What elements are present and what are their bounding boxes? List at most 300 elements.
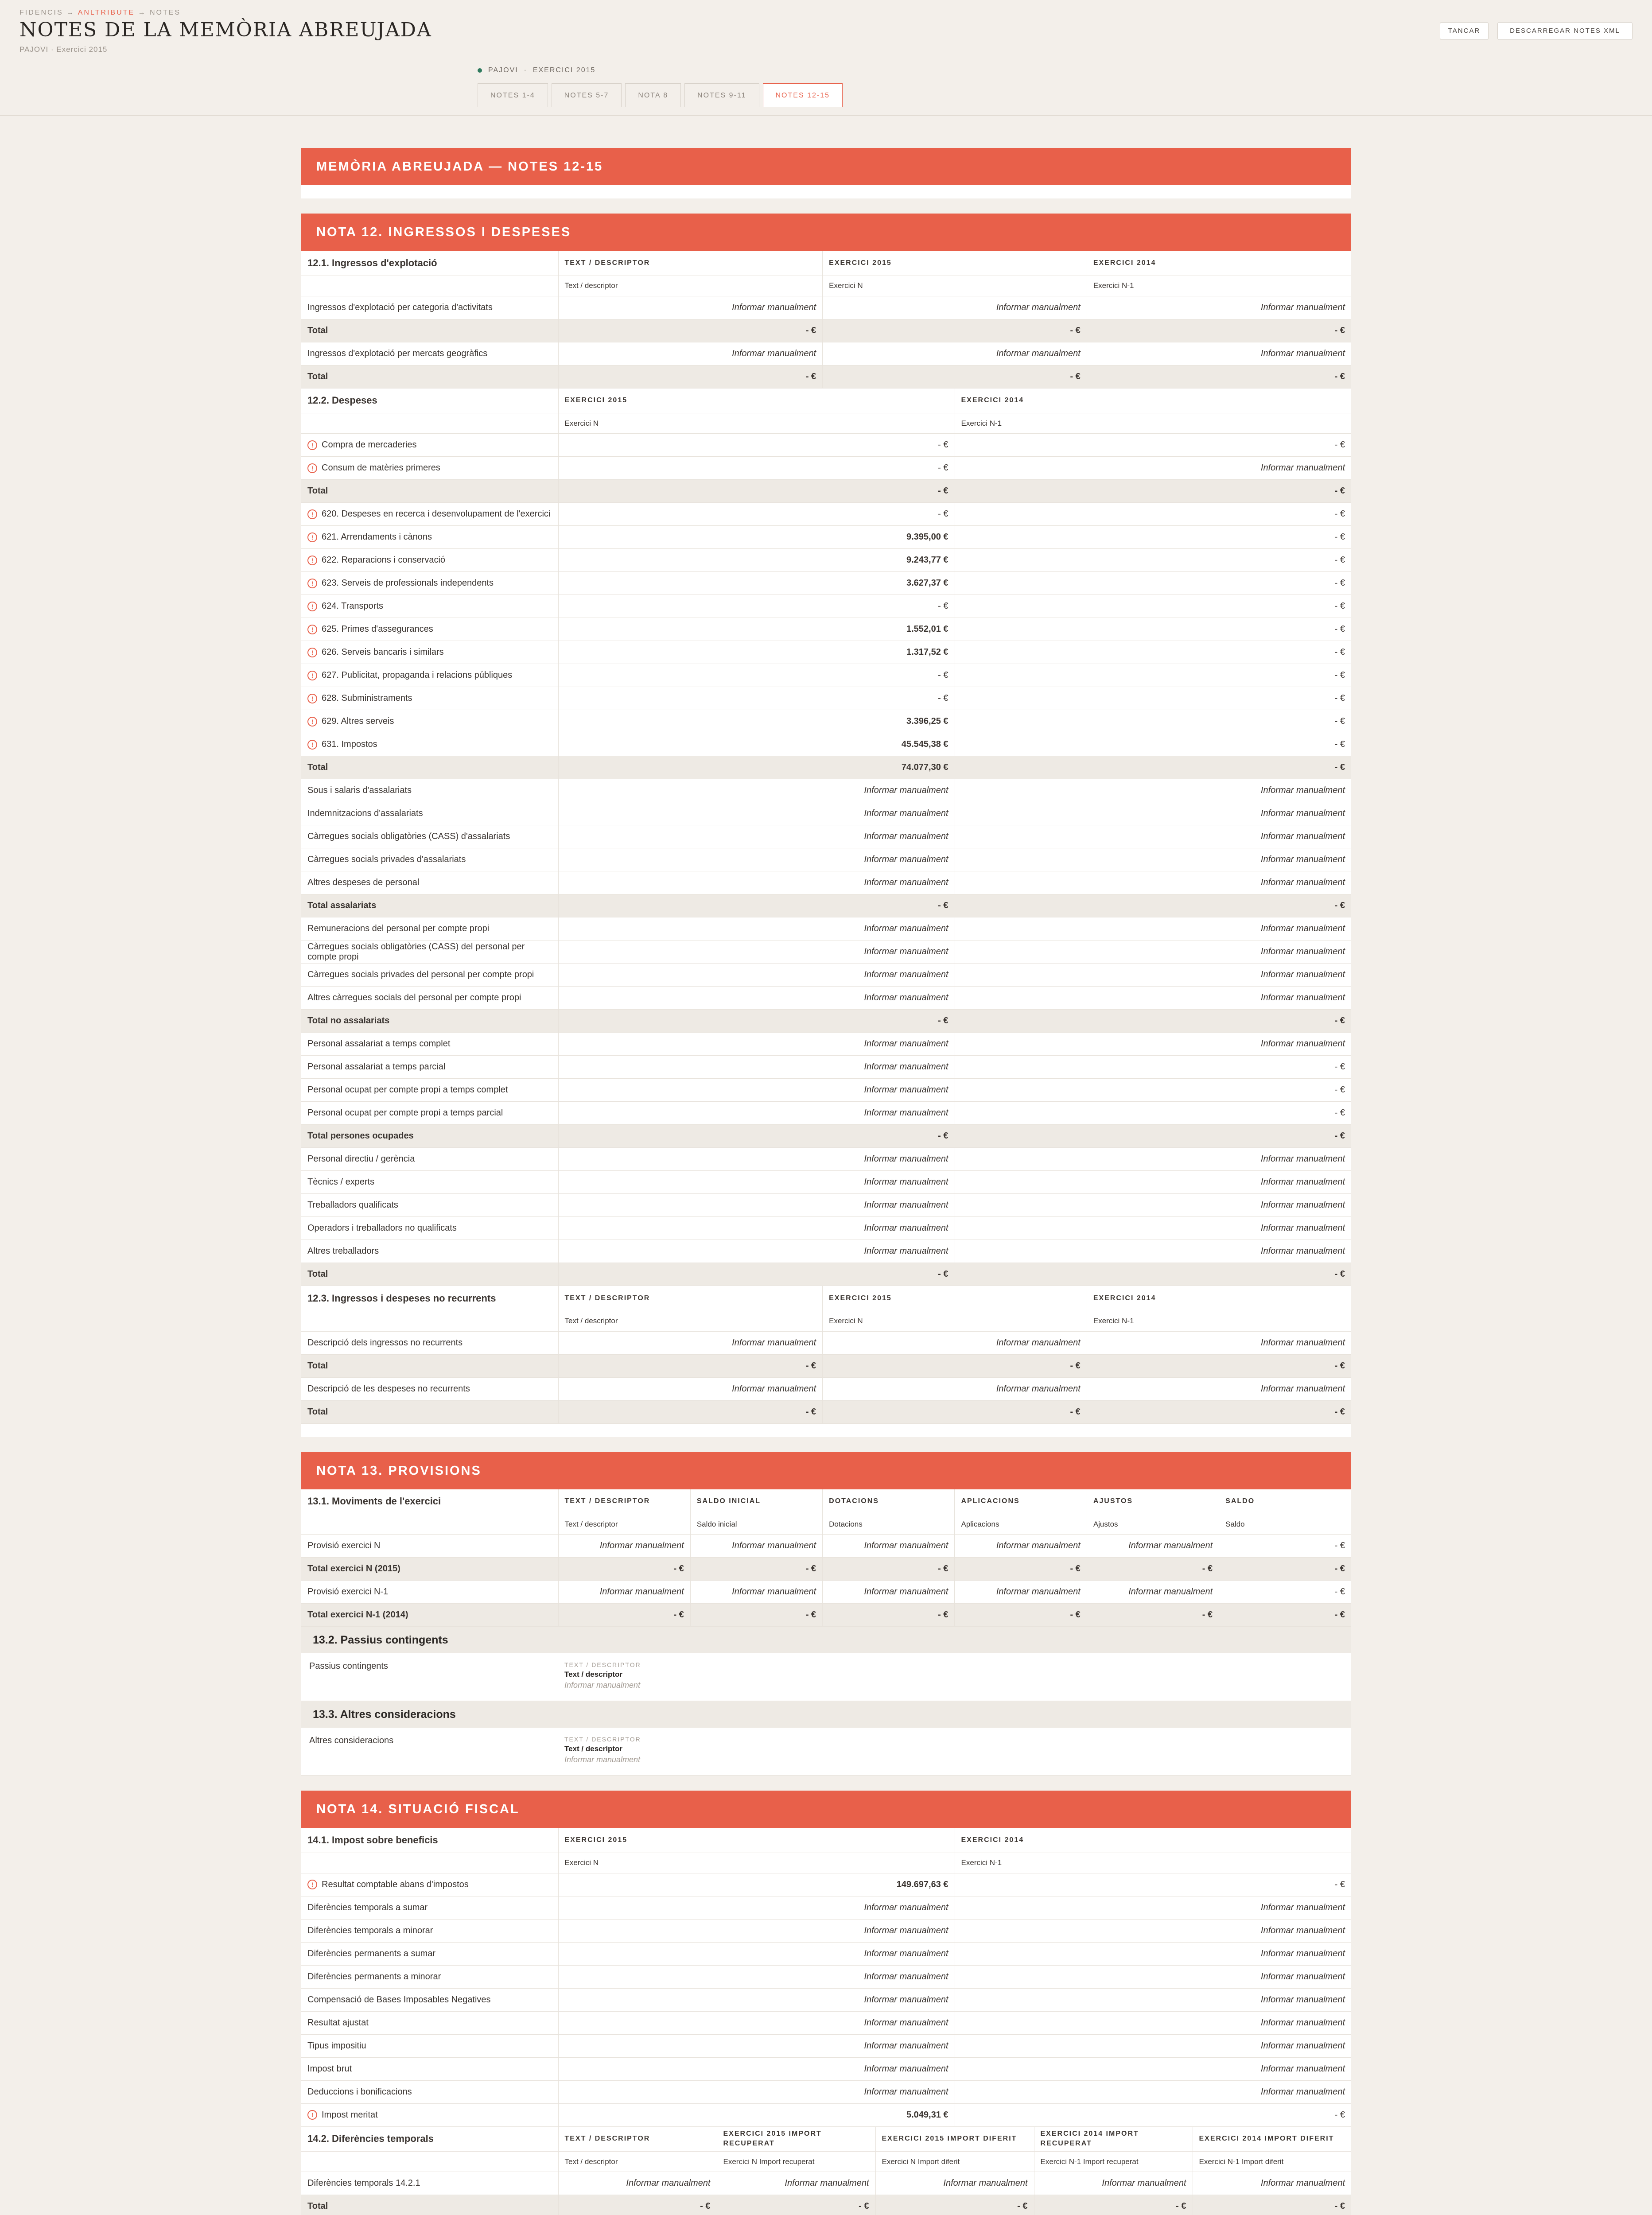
input-cell[interactable]: Informar manualment [955, 2080, 1351, 2103]
amount-cell: - € [690, 1604, 822, 1627]
table-row [301, 2057, 1351, 2080]
table-row [301, 503, 1351, 526]
amount-cell: - € [823, 1354, 1087, 1377]
amount-cell: - € [1219, 1604, 1351, 1627]
input-cell[interactable]: Informar manualment [955, 848, 1351, 871]
context-company: PAJOVI [488, 66, 518, 74]
table-row [301, 1148, 1351, 1171]
tab-notes-5-7[interactable]: NOTES 5-7 [552, 83, 622, 107]
input-cell[interactable]: Informar manualment [955, 2034, 1351, 2057]
input-cell[interactable]: Informar manualment [1087, 342, 1351, 365]
row-label-text: Indemnitzacions d'assalariats [307, 808, 423, 818]
amount-cell: 1.317,52 € [558, 641, 955, 664]
total-row [301, 319, 1351, 342]
subheader-cell: Exercici N [558, 1853, 955, 1873]
row-label [301, 595, 558, 618]
empty-cell [301, 413, 558, 434]
fiscal-table [301, 2127, 1351, 2215]
input-cell[interactable]: Informar manualment [955, 871, 1351, 894]
nota-13-card [301, 1489, 1351, 1776]
tab-notes-1-4[interactable]: NOTES 1-4 [478, 83, 548, 107]
input-cell[interactable]: Informar manualment [558, 1377, 823, 1400]
column-header: EXERCICI 2015 [558, 1828, 955, 1853]
table-row [301, 549, 1351, 572]
input-cell[interactable]: Informar manualment [558, 1079, 955, 1102]
input-cell[interactable]: Informar manualment [558, 296, 823, 319]
status-dot-icon [478, 68, 482, 73]
input-cell[interactable]: Informar manualment [558, 964, 955, 987]
breadcrumb-item-1[interactable]: FIDENCIS [19, 9, 63, 16]
section-title: 14.1. Impost sobre beneficis [301, 1828, 558, 1853]
table-row [301, 342, 1351, 365]
row-label [301, 1102, 558, 1125]
table-row [301, 1965, 1351, 1988]
subheader-cell: Text / descriptor [558, 1514, 690, 1535]
text-input[interactable]: Informar manualment [564, 1681, 641, 1690]
input-cell[interactable]: Informar manualment [558, 2034, 955, 2057]
amount-cell: - € [558, 480, 955, 503]
section-spacer [301, 1437, 1351, 1452]
amount-cell: - € [955, 710, 1351, 733]
table-row [301, 1033, 1351, 1056]
breadcrumb-item-2[interactable]: ANLTRIBUTE [78, 9, 135, 16]
row-label-text: Deduccions i bonificacions [307, 2087, 412, 2097]
amount-cell: - € [955, 595, 1351, 618]
amount-cell: - € [558, 365, 823, 388]
table-row [301, 987, 1351, 1010]
row-label [301, 1263, 558, 1286]
row-label [301, 733, 558, 756]
field-caption: TEXT / DESCRIPTOR [564, 1661, 641, 1668]
input-cell[interactable]: Informar manualment [955, 802, 1351, 825]
column-header: EXERCICI 2015 [823, 1286, 1087, 1311]
amount-cell: - € [823, 1558, 955, 1581]
amount-cell: 149.697,63 € [558, 1873, 955, 1896]
amount-cell: - € [955, 618, 1351, 641]
row-label [301, 572, 558, 595]
column-header: EXERCICI 2015 [558, 389, 955, 413]
table-row [301, 296, 1351, 319]
input-cell[interactable]: Informar manualment [875, 2172, 1034, 2195]
input-cell[interactable]: Informar manualment [558, 802, 955, 825]
input-cell[interactable]: Informar manualment [1087, 1581, 1219, 1604]
amount-cell: - € [955, 1079, 1351, 1102]
tab-notes-9-11[interactable]: NOTES 9-11 [684, 83, 759, 107]
row-label [301, 1965, 558, 1988]
row-label [301, 1171, 558, 1194]
column-header: DOTACIONS [823, 1489, 955, 1514]
nota-12-header: NOTA 12. INGRESSOS I DESPESES [301, 214, 1351, 251]
amount-cell: - € [1034, 2195, 1193, 2215]
input-cell[interactable]: Informar manualment [1087, 1535, 1219, 1558]
input-cell[interactable]: Informar manualment [955, 1240, 1351, 1263]
input-cell[interactable]: Informar manualment [955, 1171, 1351, 1194]
notes-tabs [478, 83, 846, 107]
row-label-text: Personal ocupat per compte propi a temps complet [307, 1085, 508, 1095]
input-cell[interactable]: Informar manualment [823, 296, 1087, 319]
table-row [301, 434, 1351, 457]
input-cell[interactable]: Informar manualment [558, 1331, 823, 1354]
text-block [301, 1653, 1351, 1701]
row-label [301, 1217, 558, 1240]
row-label [301, 1125, 558, 1148]
row-label [301, 1942, 558, 1965]
subheader-cell: Ajustos [1087, 1514, 1219, 1535]
warning-icon: ! [307, 717, 317, 727]
row-label-text: Tècnics / experts [307, 1177, 375, 1187]
table-row [301, 1919, 1351, 1942]
input-cell[interactable]: Informar manualment [955, 1535, 1087, 1558]
row-label: Total [301, 2195, 558, 2215]
input-cell[interactable]: Informar manualment [558, 917, 955, 940]
input-cell[interactable]: Informar manualment [558, 1581, 690, 1604]
empty-cell [301, 1853, 558, 1873]
input-cell[interactable]: Informar manualment [955, 1033, 1351, 1056]
page-banner: MEMÒRIA ABREUJADA — NOTES 12-15 [301, 148, 1351, 185]
row-label-text: 622. Reparacions i conservació [322, 555, 446, 565]
column-header: EXERCICI 2014 [955, 1828, 1351, 1853]
table-row [301, 1896, 1351, 1919]
table-row [301, 1988, 1351, 2011]
context-indicator: PAJOVI · EXERCICI 2015 [478, 66, 595, 74]
input-cell[interactable]: Informar manualment [955, 1194, 1351, 1217]
table-row [301, 871, 1351, 894]
amount-cell: - € [875, 2195, 1034, 2215]
amount-cell: 45.545,38 € [558, 733, 955, 756]
warning-icon: ! [307, 625, 317, 634]
warning-icon: ! [307, 440, 317, 450]
input-cell[interactable]: Informar manualment [823, 1581, 955, 1604]
field-label: Text / descriptor [564, 1670, 622, 1679]
amount-cell: - € [955, 434, 1351, 457]
amount-cell: - € [955, 894, 1351, 917]
input-cell[interactable]: Informar manualment [823, 1377, 1087, 1400]
amount-cell: - € [558, 1354, 823, 1377]
row-label [301, 1240, 558, 1263]
amount-cell: - € [1087, 1558, 1219, 1581]
download-xml-button[interactable]: DESCARREGAR NOTES XML [1497, 22, 1633, 40]
table-12-3 [301, 1286, 1351, 1424]
row-label-text: Total assalariats [307, 901, 377, 910]
input-cell[interactable]: Informar manualment [823, 1331, 1087, 1354]
input-cell[interactable]: Informar manualment [558, 1102, 955, 1125]
input-cell[interactable]: Informar manualment [955, 457, 1351, 480]
amount-cell: - € [1087, 319, 1351, 342]
table-row [301, 940, 1351, 964]
amount-cell: - € [558, 1400, 823, 1423]
input-cell[interactable]: Informar manualment [558, 1148, 955, 1171]
row-label [301, 1079, 558, 1102]
nota-14-card [301, 1828, 1351, 2215]
table-row [301, 2080, 1351, 2103]
input-cell[interactable]: Informar manualment [558, 1896, 955, 1919]
text-input[interactable]: Informar manualment [564, 1755, 641, 1764]
amount-cell: - € [955, 1125, 1351, 1148]
total-row [301, 1558, 1351, 1581]
total-row [301, 1354, 1351, 1377]
row-label [301, 2034, 558, 2057]
input-cell[interactable]: Informar manualment [955, 1942, 1351, 1965]
input-cell[interactable]: Informar manualment [955, 964, 1351, 987]
row-label: Total [301, 365, 558, 388]
input-cell[interactable]: Informar manualment [558, 342, 823, 365]
row-label-text: 624. Transports [322, 601, 383, 611]
subheader-cell: Exercici N-1 [955, 1853, 1351, 1873]
input-cell[interactable]: Informar manualment [558, 987, 955, 1010]
total-row [301, 756, 1351, 779]
input-cell[interactable]: Informar manualment [955, 825, 1351, 848]
input-cell[interactable]: Informar manualment [955, 940, 1351, 964]
card-spacer [301, 1424, 1351, 1437]
input-cell[interactable]: Informar manualment [558, 871, 955, 894]
table-row [301, 917, 1351, 940]
amount-cell: - € [558, 664, 955, 687]
table-row [301, 1240, 1351, 1263]
row-label [301, 2057, 558, 2080]
input-cell[interactable]: Informar manualment [955, 1896, 1351, 1919]
section-title: 14.2. Diferències temporals [301, 2127, 558, 2152]
page-subtitle: PAJOVI · Exercici 2015 [19, 45, 108, 54]
input-cell[interactable]: Informar manualment [955, 2057, 1351, 2080]
input-cell[interactable]: Informar manualment [558, 2011, 955, 2034]
row-label [301, 940, 558, 964]
row-label-text: 621. Arrendaments i cànons [322, 532, 432, 542]
warning-icon: ! [307, 463, 317, 473]
input-cell[interactable]: Informar manualment [1034, 2172, 1193, 2195]
table-row [301, 687, 1351, 710]
empty-cell [301, 1311, 558, 1331]
row-label [301, 1988, 558, 2011]
input-cell[interactable]: Informar manualment [1087, 1331, 1351, 1354]
subheader-cell: Dotacions [823, 1514, 955, 1535]
row-label-text: Altres càrregues socials del personal per compte propi [307, 993, 521, 1003]
table-row [301, 1079, 1351, 1102]
table-row [301, 2172, 1351, 2195]
table-row [301, 526, 1351, 549]
table-row [301, 1377, 1351, 1400]
amount-cell: - € [955, 1558, 1087, 1581]
row-label-text: Càrregues socials obligatòries (CASS) d'assalariats [307, 832, 510, 841]
amount-cell: - € [558, 319, 823, 342]
input-cell[interactable]: Informar manualment [955, 917, 1351, 940]
amount-cell: - € [1219, 1581, 1351, 1604]
table-row [301, 1331, 1351, 1354]
page-title: NOTES DE LA MEMÒRIA ABREUJADA [19, 19, 432, 41]
input-cell[interactable]: Informar manualment [717, 2172, 875, 2195]
amount-cell: 3.627,37 € [558, 572, 955, 595]
subheader-cell: Text / descriptor [558, 276, 823, 296]
section-title: 13.3. Altres consideracions [301, 1701, 1351, 1728]
table-12-2 [301, 389, 1351, 1286]
amount-cell: - € [558, 1604, 690, 1627]
amount-cell: - € [955, 1263, 1351, 1286]
input-cell[interactable]: Informar manualment [558, 1965, 955, 1988]
table-row [301, 733, 1351, 756]
input-cell[interactable]: Informar manualment [823, 1535, 955, 1558]
breadcrumb-item-3: NOTES [149, 9, 181, 16]
input-cell[interactable]: Informar manualment [1087, 296, 1351, 319]
nota-14-header: NOTA 14. SITUACIÓ FISCAL [301, 1791, 1351, 1828]
close-button[interactable]: TANCAR [1440, 22, 1489, 40]
amount-cell: - € [955, 756, 1351, 779]
row-label [301, 802, 558, 825]
row-label: Ingressos d'explotació per mercats geogràfics [301, 342, 558, 365]
subheader-cell: Exercici N-1 [1087, 1311, 1351, 1331]
row-label [301, 457, 558, 480]
row-label: Total [301, 1400, 558, 1423]
table-row [301, 572, 1351, 595]
table-row [301, 802, 1351, 825]
table-13-1 [301, 1489, 1351, 1627]
empty-cell [301, 1514, 558, 1535]
subheader-cell: Exercici N-1 Import recuperat [1034, 2152, 1193, 2172]
table-row [301, 779, 1351, 802]
row-label-text: Impost meritat [322, 2110, 378, 2120]
empty-cell [301, 2152, 558, 2172]
warning-icon: ! [307, 602, 317, 611]
row-label-text: Diferències temporals a minorar [307, 1925, 433, 1935]
row-label [301, 848, 558, 871]
input-cell[interactable]: Informar manualment [955, 1581, 1087, 1604]
total-row [301, 2195, 1351, 2215]
input-cell[interactable]: Informar manualment [558, 1919, 955, 1942]
input-cell[interactable]: Informar manualment [955, 1148, 1351, 1171]
column-header: EXERCICI 2014 [1087, 251, 1351, 276]
warning-icon: ! [307, 694, 317, 703]
amount-cell: - € [955, 664, 1351, 687]
input-cell[interactable]: Informar manualment [1193, 2172, 1351, 2195]
amount-cell: 1.552,01 € [558, 618, 955, 641]
row-label [301, 1033, 558, 1056]
input-cell[interactable]: Informar manualment [558, 2172, 717, 2195]
row-label [301, 664, 558, 687]
row-label [301, 618, 558, 641]
row-label-text: Operadors i treballadors no qualificats [307, 1223, 457, 1233]
amount-cell: - € [1087, 1400, 1351, 1423]
row-label [301, 641, 558, 664]
amount-cell: - € [558, 1125, 955, 1148]
input-cell[interactable]: Informar manualment [558, 1171, 955, 1194]
row-label-text: Càrregues socials obligatòries (CASS) del personal per compte propi [307, 941, 525, 962]
amount-cell: - € [717, 2195, 875, 2215]
row-label-text: Diferències permanents a sumar [307, 1948, 436, 1959]
input-cell[interactable]: Informar manualment [558, 1033, 955, 1056]
row-label-text: Personal assalariat a temps parcial [307, 1062, 446, 1072]
table-row [301, 457, 1351, 480]
input-cell[interactable]: Informar manualment [558, 1988, 955, 2011]
input-cell[interactable]: Informar manualment [955, 1988, 1351, 2011]
amount-cell: - € [558, 595, 955, 618]
amount-cell: - € [823, 1604, 955, 1627]
column-header: EXERCICI 2014 IMPORT DIFERIT [1193, 2127, 1351, 2152]
tab-notes-12-15[interactable]: NOTES 12-15 [763, 83, 843, 107]
row-label-text: 627. Publicitat, propaganda i relacions públiques [322, 670, 513, 680]
input-cell[interactable]: Informar manualment [955, 1217, 1351, 1240]
row-label-text: Compra de mercaderies [322, 440, 417, 450]
row-label: Total [301, 1354, 558, 1377]
table-14-1 [301, 1828, 1351, 2127]
input-cell[interactable]: Informar manualment [955, 1919, 1351, 1942]
subheader-cell: Exercici N [823, 276, 1087, 296]
input-cell[interactable]: Informar manualment [955, 987, 1351, 1010]
column-header: EXERCICI 2014 IMPORT RECUPERAT [1034, 2127, 1193, 2152]
amount-cell: - € [1087, 1604, 1219, 1627]
breadcrumb [19, 9, 181, 17]
input-cell[interactable]: Informar manualment [1087, 1377, 1351, 1400]
total-row [301, 1604, 1351, 1627]
input-cell[interactable]: Informar manualment [558, 1217, 955, 1240]
table-row [301, 1056, 1351, 1079]
input-cell[interactable]: Informar manualment [558, 1056, 955, 1079]
row-label [301, 779, 558, 802]
subheader-cell: Exercici N Import recuperat [717, 2152, 875, 2172]
amount-cell: - € [1087, 1354, 1351, 1377]
amount-cell: - € [823, 365, 1087, 388]
amount-cell: 9.243,77 € [558, 549, 955, 572]
table-row [301, 1194, 1351, 1217]
row-label-text: 628. Subministraments [322, 693, 412, 703]
input-cell[interactable]: Informar manualment [558, 1535, 690, 1558]
input-cell[interactable]: Informar manualment [558, 848, 955, 871]
amount-cell: - € [955, 503, 1351, 526]
table-12-1 [301, 251, 1351, 389]
row-label: Ingressos d'explotació per categoria d'activitats [301, 296, 558, 319]
amount-cell: - € [558, 1558, 690, 1581]
subheader-cell: Exercici N-1 Import diferit [1193, 2152, 1351, 2172]
total-row [301, 1125, 1351, 1148]
row-label-text: Total [307, 1269, 328, 1279]
input-cell[interactable]: Informar manualment [558, 2057, 955, 2080]
input-cell[interactable]: Informar manualment [823, 342, 1087, 365]
row-label [301, 1010, 558, 1033]
amount-cell: 5.049,31 € [558, 2103, 955, 2126]
amount-cell: - € [823, 319, 1087, 342]
row-label-text: Total persones ocupades [307, 1131, 414, 1141]
row-label [301, 434, 558, 457]
input-cell[interactable]: Informar manualment [558, 1240, 955, 1263]
amount-cell: - € [1219, 1558, 1351, 1581]
input-cell[interactable]: Informar manualment [558, 779, 955, 802]
row-label-text: Personal assalariat a temps complet [307, 1039, 451, 1049]
row-label: Descripció dels ingressos no recurrents [301, 1331, 558, 1354]
table-row [301, 595, 1351, 618]
input-cell[interactable]: Informar manualment [955, 2011, 1351, 2034]
column-header: APLICACIONS [955, 1489, 1087, 1514]
subheader-cell: Exercici N [823, 1311, 1087, 1331]
row-label-text: Personal directiu / gerència [307, 1154, 415, 1164]
column-header: AJUSTOS [1087, 1489, 1219, 1514]
breadcrumb-sep: → [66, 9, 75, 16]
input-cell[interactable]: Informar manualment [955, 779, 1351, 802]
empty-cell [301, 276, 558, 296]
input-cell[interactable]: Informar manualment [558, 940, 955, 964]
row-label-text: Treballadors qualificats [307, 1200, 398, 1210]
input-cell[interactable]: Informar manualment [558, 1942, 955, 1965]
amount-cell: - € [955, 1873, 1351, 1896]
tab-nota-8[interactable]: NOTA 8 [625, 83, 681, 107]
amount-cell: - € [955, 1604, 1087, 1627]
section-title: 13.1. Moviments de l'exercici [301, 1489, 558, 1514]
table-row [301, 664, 1351, 687]
input-cell[interactable]: Informar manualment [558, 1194, 955, 1217]
input-cell[interactable]: Informar manualment [558, 2080, 955, 2103]
input-cell[interactable]: Informar manualment [690, 1535, 822, 1558]
input-cell[interactable]: Informar manualment [955, 1965, 1351, 1988]
table-row [301, 618, 1351, 641]
amount-cell: 9.395,00 € [558, 526, 955, 549]
input-cell[interactable]: Informar manualment [558, 825, 955, 848]
input-cell[interactable]: Informar manualment [690, 1581, 822, 1604]
